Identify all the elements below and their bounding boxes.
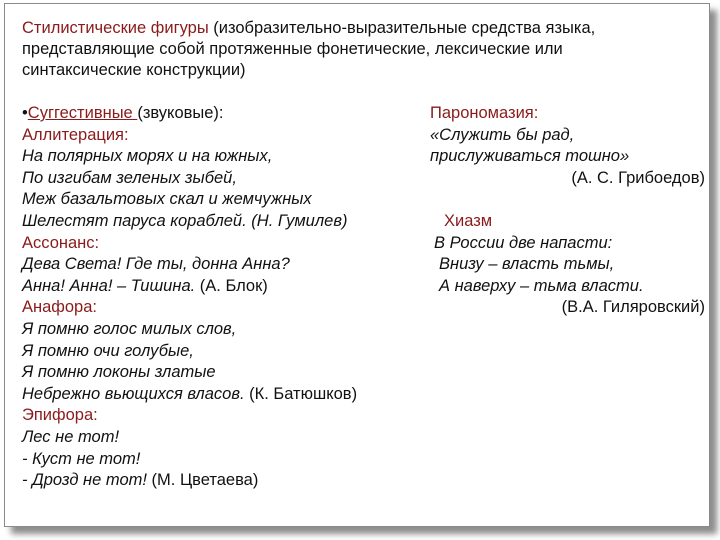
spacer xyxy=(430,189,705,211)
bullet: • xyxy=(22,104,28,122)
epiphora-line-1: Лес не тот! xyxy=(22,427,120,446)
anaphora-line-3: Я помню локоны златые xyxy=(22,363,216,382)
epiphora-label: Эпифора: xyxy=(22,406,98,425)
paronomasia-line-2: прислуживаться тошно» xyxy=(430,147,630,166)
assonance-author: (А. Блок) xyxy=(195,276,268,295)
title-accent: Стилистические фигуры xyxy=(22,19,209,37)
assonance-label: Ассонанс: xyxy=(22,233,100,252)
assonance-line-2 xyxy=(22,276,417,298)
suggestive-term: Суггестивные xyxy=(27,104,138,122)
chiasmus-line-1: В России две напасти: xyxy=(434,233,613,252)
title-line-2: представляющие собой протяженные фонетические, лексические или xyxy=(22,40,563,58)
epiphora-last-line: - Дрозд не тот! xyxy=(22,471,147,490)
anaphora-line-2: Я помню очи голубые, xyxy=(22,341,194,360)
chiasmus-line-2: Внизу – власть тьмы, xyxy=(439,255,615,274)
alliteration-author: (Н. Гумилев) xyxy=(246,211,348,230)
epiphora-author: (М. Цветаева) xyxy=(146,471,259,490)
assonance-last-line: Анна! Анна! – Тишина. xyxy=(22,276,196,295)
anaphora-last-line: Небрежно вьющихся власов. xyxy=(22,384,245,403)
chiasmus-author: (В.А. Гиляровский) xyxy=(561,298,705,317)
epiphora-line-3 xyxy=(22,470,417,492)
alliteration-line-3: Меж базальтовых скал и жемчужных xyxy=(22,190,312,209)
alliteration-label: Аллитерация: xyxy=(22,125,129,144)
right-column xyxy=(430,103,705,319)
slide-frame xyxy=(4,3,710,527)
chiasmus-line-3: А наверху – тьма власти. xyxy=(439,276,644,295)
alliteration-line-2: По изгибам зеленых зыбей, xyxy=(22,168,237,187)
chiasmus-label: Хиазм xyxy=(444,211,493,230)
slide-title xyxy=(22,18,682,81)
title-line-3: синтаксические конструкции) xyxy=(22,61,246,79)
assonance-line-1: Дева Света! Где ты, донна Анна? xyxy=(22,255,290,274)
anaphora-line-4 xyxy=(22,384,417,406)
left-column xyxy=(22,103,417,492)
paronomasia-author: (А. С. Грибоедов) xyxy=(571,168,705,187)
alliteration-line-4 xyxy=(22,211,417,233)
alliteration-line-1: На полярных морях и на южных, xyxy=(22,147,273,166)
suggestive-rest: (звуковые): xyxy=(137,104,224,122)
suggestive-heading xyxy=(22,103,417,125)
anaphora-line-1: Я помню голос милых слов, xyxy=(22,319,237,338)
paronomasia-label: Парономазия: xyxy=(430,104,539,122)
anaphora-label: Анафора: xyxy=(22,298,97,317)
alliteration-last-line: Шелестят паруса кораблей. xyxy=(22,211,247,230)
title-rest: (изобразительно-выразительные средства языка, xyxy=(208,19,596,37)
paronomasia-line-1: «Служить бы рад, xyxy=(430,125,575,144)
epiphora-line-2: - Куст не тот! xyxy=(22,449,141,468)
anaphora-author: (К. Батюшков) xyxy=(244,384,358,403)
